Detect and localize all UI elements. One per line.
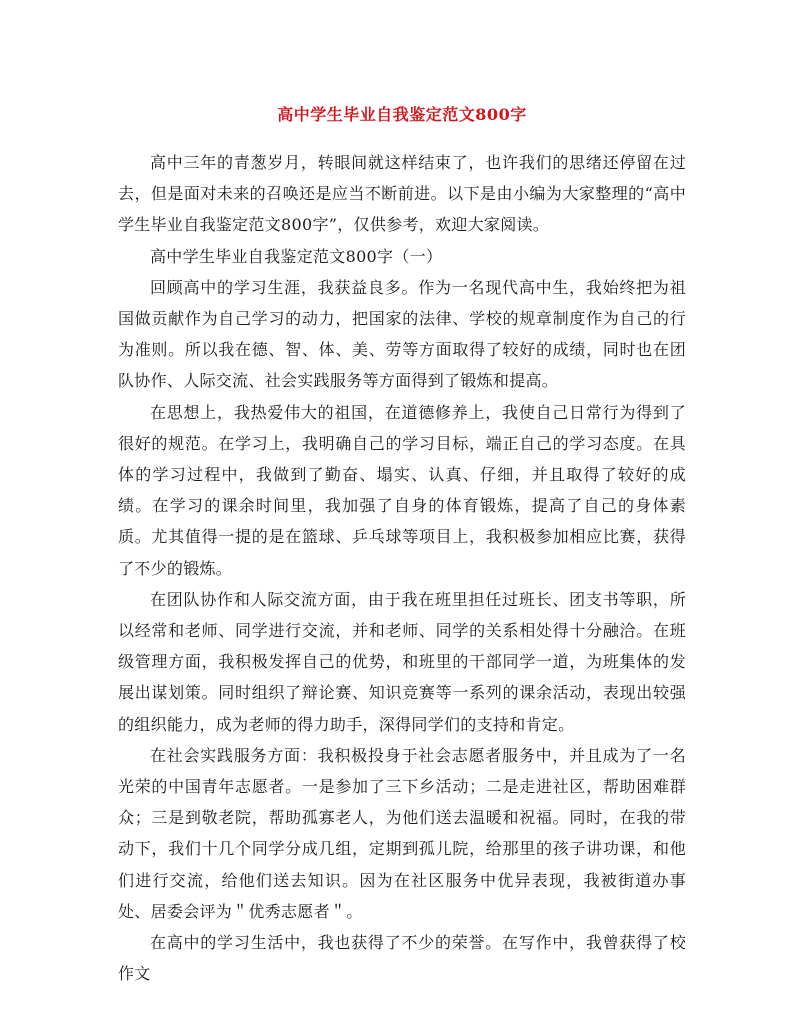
paragraph-review: 回顾高中的学习生涯，我获益良多。作为一名现代高中生，我始终把为祖国做贡献作为自己学习的动力，把国家的法律、学校的规章制度作为自己的行为准则。所以我在德、智、体、美、劳等方面取得了较好的成绩，同时也在团队协作、人际交流、社会实践服务等方面得到了锻炼和提高。 [118, 277, 686, 391]
paragraph-intro: 高中三年的青葱岁月，转眼间就这样结束了，也许我们的思绪还停留在过去，但是面对未来的召唤还是应当不断前进。以下是由小编为大家整理的“高中学生毕业自我鉴定范文800字”，仅供参考，欢迎大家阅读。 [118, 153, 686, 235]
document-title: 高中学生毕业自我鉴定范文800字 [277, 105, 527, 124]
paragraph-thought-study: 在思想上，我热爱伟大的祖国，在道德修养上，我使自己日常行为得到了很好的规范。在学习上，我明确自己的学习目标，端正自己的学习态度。在具体的学习过程中，我做到了勤奋、塌实、认真、仔细，并且取得了较好的成绩。在学习的课余时间里，我加强了自身的体育锻炼，提高了自己的身体素质。尤其值得一提的是在篮球、乒乓球等项目上，我积极参加相应比赛，获得了不少的锻炼。 [118, 402, 686, 578]
section-heading: 高中学生毕业自我鉴定范文800字（一） [150, 246, 443, 266]
document-body [118, 147, 686, 989]
paragraph-honors: 在高中的学习生活中，我也获得了不少的荣誉。在写作中，我曾获得了校作文 [118, 933, 686, 984]
paragraph-teamwork: 在团队协作和人际交流方面，由于我在班里担任过班长、团支书等职，所以经常和老师、同学进行交流，并和老师、同学的关系相处得十分融洽。在班级管理方面，我积极发挥自己的优势，和班里的干部同学一道，为班集体的发展出谋划策。同时组织了辩论赛、知识竞赛等一系列的课余活动，表现出较强的组织能力，成为老师的得力助手，深得同学们的支持和肯定。 [118, 589, 686, 734]
paragraph-social-service: 在社会实践服务方面：我积极投身于社会志愿者服务中，并且成为了一名光荣的中国青年志愿者。一是参加了三下乡活动；二是走进社区，帮助困难群众；三是到敬老院，帮助孤寡老人，为他们送去温暖和祝福。同时，在我的带动下，我们十几个同学分成几组，定期到孤儿院，给那里的孩子讲功课，和他们进行交流，给他们送去知识。因为在社区服务中优异表现，我被街道办事处、居委会评为＂优秀志愿者＂。 [118, 745, 686, 921]
